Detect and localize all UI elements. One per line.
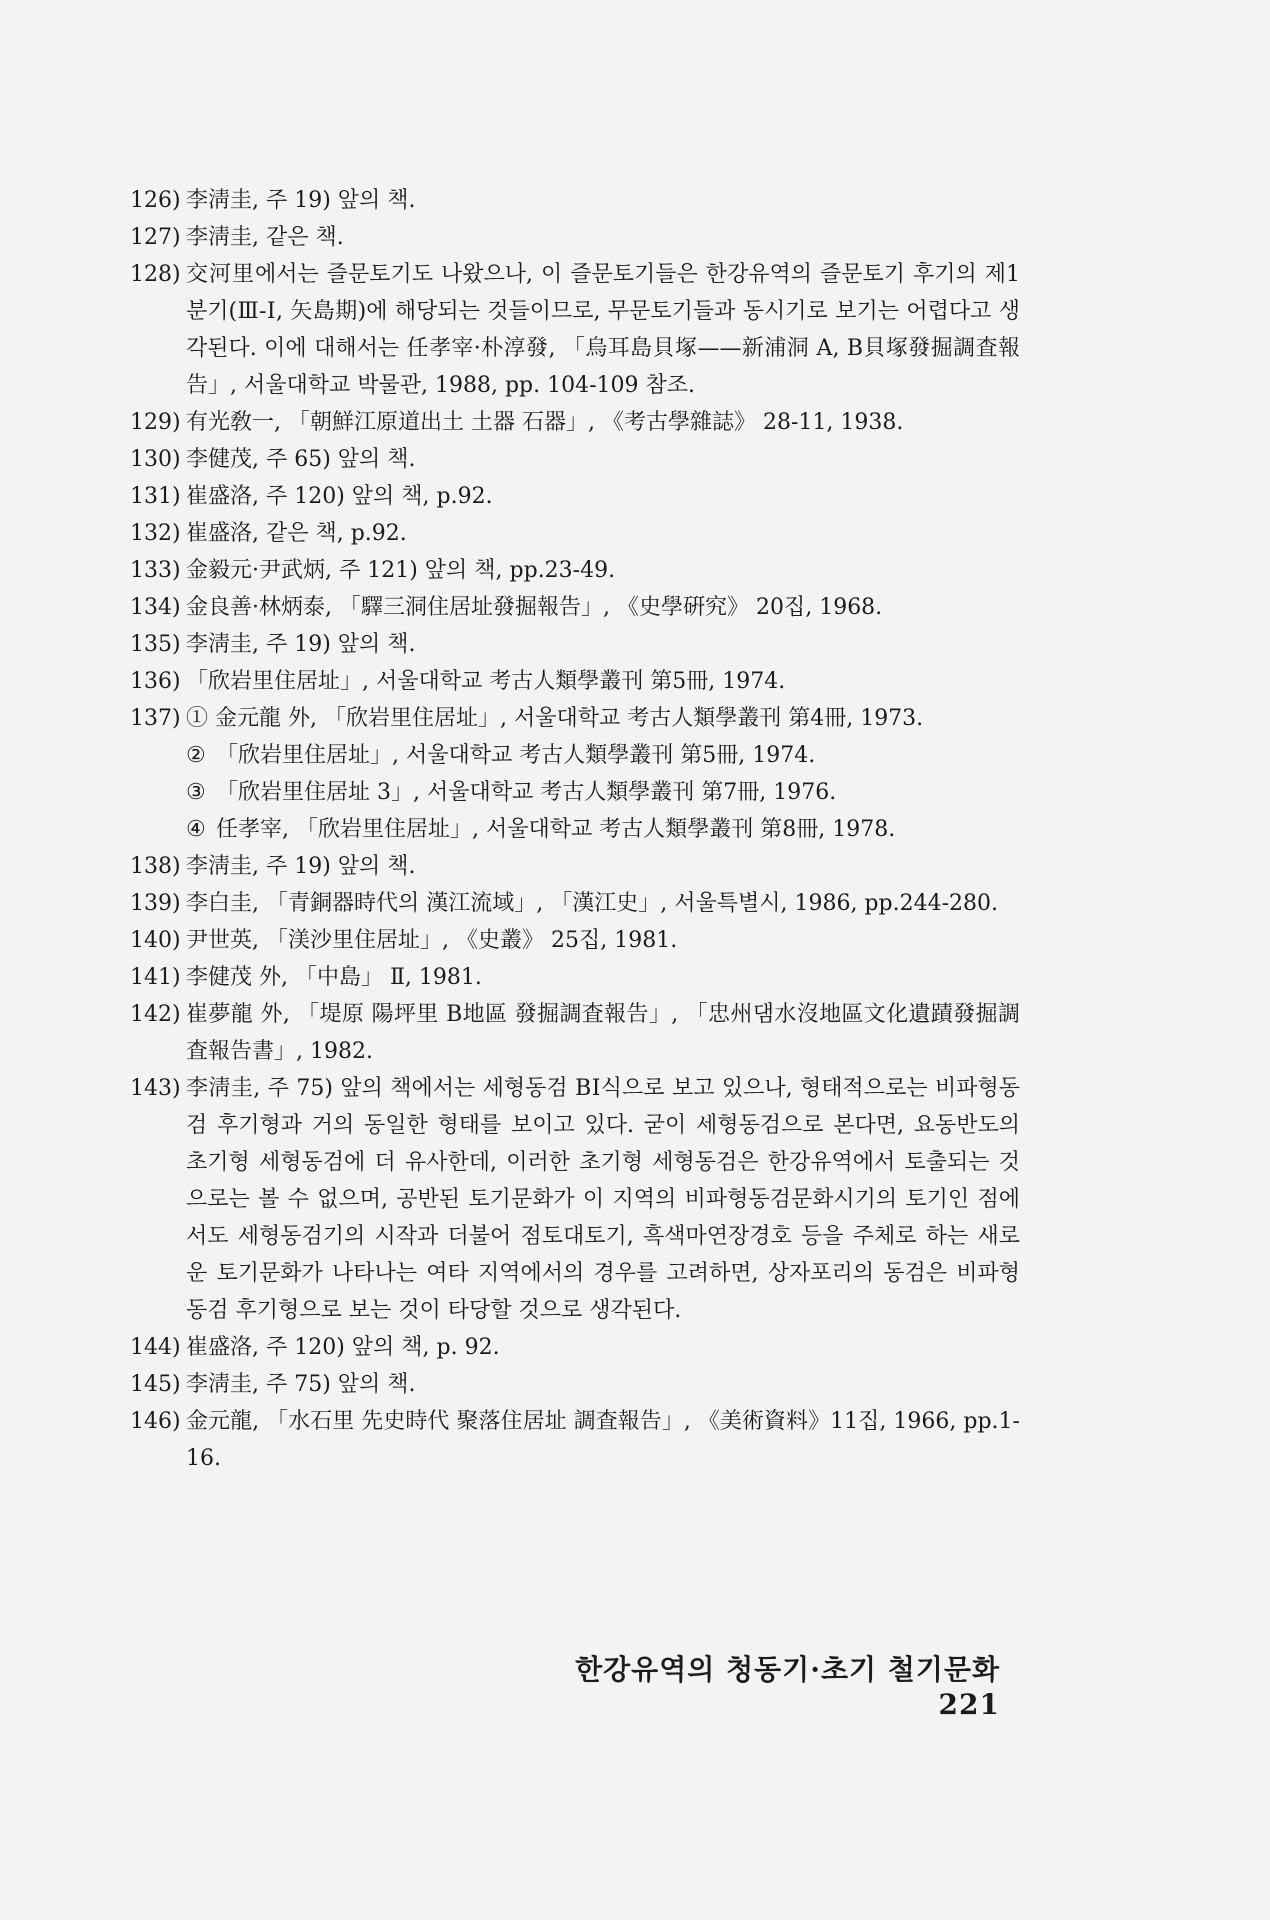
footnote-text: 李淸圭, 주 75) 앞의 책에서는 세형동검 BⅠ식으로 보고 있으나, 형태적으로는 비파형동검 후기형과 거의 동일한 형태를 보이고 있다. 굳이 세형동검으로 본다면, 요동반도의 초기형 세형동검에 더 유사한데, 이러한 초기형 세형동검은 한강유역에서 토출되는 것으로는 볼 수 없으며, 공반된 토기문화가 이 지역의 비파형동검문화시기의 토기인 점에서도 세형동검기의 시작과 더불어 점토대토기, 흑색마연장경호 등을 주체로 하는 새로운 토기문화가 나타나는 여타 지역에서의 경우를 고려하면, 상자포리의 동검은 비파형동검 후기형으로 보는 것이 타당할 것으로 생각된다. [186, 1076, 1020, 1323]
circled-number: ② [186, 743, 206, 768]
footnote-140 [130, 922, 1020, 959]
footnote-144 [130, 1329, 1020, 1366]
footnote-text: 李淸圭, 주 75) 앞의 책. [186, 1372, 416, 1397]
footnote-number: 130) [130, 447, 181, 472]
footnote-number: 140) [130, 928, 181, 953]
footnote-139 [130, 885, 1020, 922]
footnote-number: 136) [130, 669, 181, 694]
footnote-143 [130, 1070, 1020, 1329]
footnote-138 [130, 848, 1020, 885]
footnote-text: 李淸圭, 주 19) 앞의 책. [186, 632, 416, 657]
footnote-134 [130, 589, 1020, 626]
footnote-145 [130, 1366, 1020, 1403]
footnote-number: 138) [130, 854, 181, 879]
footnote-126 [130, 182, 1020, 219]
footnote-subitem-text: 「欣岩里住居址」, 서울대학교 考古人類學叢刊 第5冊, 1974. [216, 743, 816, 768]
footnote-text: 有光敎一, 「朝鮮江原道出土 土器 石器」, 《考古學雜誌》 28-11, 1938. [186, 410, 904, 435]
footnote-number: 142) [130, 1002, 181, 1027]
footnote-text: 李白圭, 「青銅器時代의 漢江流域」, 「漢江史」, 서울특별시, 1986, pp.244-280. [186, 891, 998, 916]
footnote-128 [130, 256, 1020, 404]
footnote-number: 128) [130, 262, 181, 287]
footnote-number: 146) [130, 1409, 181, 1434]
footnote-137-item [130, 737, 1020, 774]
footnote-text: 崔盛洛, 주 120) 앞의 책, p.92. [186, 484, 493, 509]
footnote-127 [130, 219, 1020, 256]
footnote-text: 金良善·林炳泰, 「驛三洞住居址發掘報告」, 《史學硏究》 20집, 1968. [186, 595, 883, 620]
footnote-146 [130, 1403, 1020, 1477]
footnote-131 [130, 478, 1020, 515]
footnote-text: 李淸圭, 주 19) 앞의 책. [186, 854, 416, 879]
footnote-number: 132) [130, 521, 181, 546]
footnote-number: 141) [130, 965, 181, 990]
footnote-number: 129) [130, 410, 181, 435]
footnote-137-item [130, 811, 1020, 848]
footnote-133 [130, 552, 1020, 589]
circled-number: ③ [186, 780, 206, 805]
footnote-text: 崔夢龍 外, 「堤原 陽坪里 B地區 發掘調査報告」, 「忠州댐水沒地區文化遺蹟發掘調査報告書」, 1982. [186, 1002, 1020, 1064]
footnote-141 [130, 959, 1020, 996]
running-title: 한강유역의 청동기·초기 철기문화 [575, 1653, 1000, 1686]
footnote-137 [130, 700, 1020, 737]
footnote-number: 137) [130, 706, 181, 731]
footnote-number: 134) [130, 595, 181, 620]
footnote-129 [130, 404, 1020, 441]
page-footer [500, 1648, 1000, 1721]
footnote-text: 李淸圭, 같은 책. [186, 225, 344, 250]
footnote-subitem-text: 「欣岩里住居址 3」, 서울대학교 考古人類學叢刊 第7冊, 1976. [216, 780, 837, 805]
footnote-number: 144) [130, 1335, 181, 1360]
page-number: 221 [938, 1688, 1000, 1721]
footnote-137-item [130, 774, 1020, 811]
footnote-text: 崔盛洛, 주 120) 앞의 책, p. 92. [186, 1335, 500, 1360]
footnote-text: ① 金元龍 外, 「欣岩里住居址」, 서울대학교 考古人類學叢刊 第4冊, 1973. [186, 706, 924, 731]
footnote-text: 李健茂 外, 「中島」 Ⅱ, 1981. [186, 965, 482, 990]
footnote-text: 崔盛洛, 같은 책, p.92. [186, 521, 407, 546]
footnote-number: 126) [130, 188, 181, 213]
footnote-number: 145) [130, 1372, 181, 1397]
footnote-136 [130, 663, 1020, 700]
circled-number: ④ [186, 817, 206, 842]
footnote-text: 李健茂, 주 65) 앞의 책. [186, 447, 416, 472]
footnote-list [130, 182, 1020, 1477]
footnote-text: 交河里에서는 즐문토기도 나왔으나, 이 즐문토기들은 한강유역의 즐문토기 후기의 제1분기(Ⅲ-Ⅰ, 矢島期)에 해당되는 것들이므로, 무문토기들과 동시기로 보기는 어렵다고 생각된다. 이에 대해서는 任孝宰·朴淳發, 「烏耳島貝塚——新浦洞 A, B貝塚發掘調査報告」, 서울대학교 박물관, 1988, pp. 104-109 참조. [186, 262, 1021, 398]
footnote-number: 127) [130, 225, 181, 250]
footnote-text: 尹世英, 「渼沙里住居址」, 《史叢》 25집, 1981. [186, 928, 678, 953]
footnote-130 [130, 441, 1020, 478]
footnote-text: 金毅元·尹武炳, 주 121) 앞의 책, pp.23-49. [186, 558, 616, 583]
footnote-number: 133) [130, 558, 181, 583]
footnote-text: 金元龍, 「水石里 先史時代 聚落住居址 調査報告」, 《美術資料》11집, 1966, pp.1-16. [186, 1409, 1020, 1471]
footnote-text: 「欣岩里住居址」, 서울대학교 考古人類學叢刊 第5冊, 1974. [186, 669, 786, 694]
footnote-142 [130, 996, 1020, 1070]
footnote-number: 131) [130, 484, 181, 509]
footnote-135 [130, 626, 1020, 663]
footnote-subitem-text: 任孝宰, 「欣岩里住居址」, 서울대학교 考古人類學叢刊 第8冊, 1978. [216, 817, 896, 842]
footnote-number: 139) [130, 891, 181, 916]
footnote-number: 143) [130, 1076, 181, 1101]
footnote-number: 135) [130, 632, 181, 657]
footnote-132 [130, 515, 1020, 552]
footnote-text: 李淸圭, 주 19) 앞의 책. [186, 188, 416, 213]
